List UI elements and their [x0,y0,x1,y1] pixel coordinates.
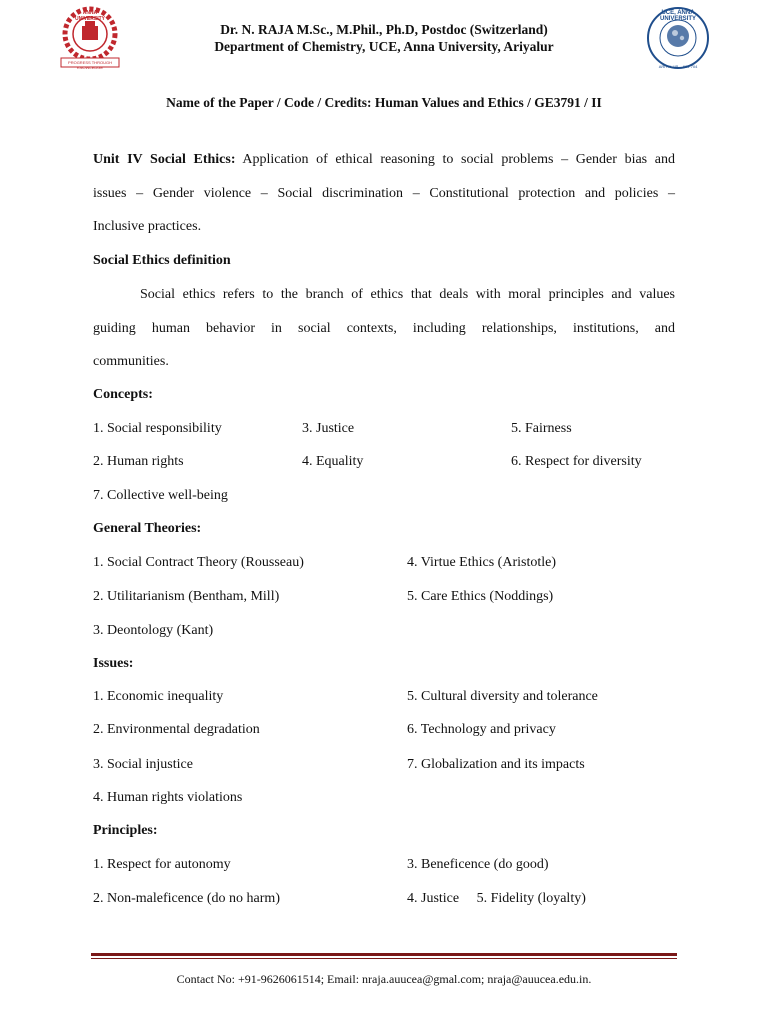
definition-line-1: Social ethics refers to the branch of ethics that deals with moral principles and values [140,287,675,302]
footer-rule-thick [91,953,677,956]
header-department: Department of Chemistry, UCE, Anna University, Ariyalur [214,39,554,54]
right-logo-sub: ARIYALUR – 621 704 [658,64,698,69]
issue-item: 6. Technology and privacy [407,722,556,737]
concept-item: 3. Justice [302,421,355,436]
theory-item: 2. Utilitarianism (Bentham, Mill) [93,589,280,604]
concept-item: 6. Respect for diversity [511,454,642,469]
issues-heading: Issues: [93,656,134,671]
issue-item: 2. Environmental degradation [93,722,260,737]
theory-item: 1. Social Contract Theory (Rousseau) [93,555,304,570]
left-logo [55,6,125,70]
left-logo-motto: PROGRESS THROUGH KNOWLEDGE [68,60,112,70]
footer-rule-thin [91,958,677,959]
theory-item: 5. Care Ethics (Noddings) [407,589,554,604]
issue-item: 3. Social injustice [93,757,193,772]
principle-item: 1. Respect for autonomy [93,857,231,872]
unit-line-3: Inclusive practices. [93,219,202,234]
theory-item: 3. Deontology (Kant) [93,623,214,638]
issue-item: 1. Economic inequality [93,689,224,704]
concept-item: 4. Equality [302,454,364,469]
header-author: Dr. N. RAJA M.Sc., M.Phil., Ph.D, Postdoc (Switzerland) [220,22,548,37]
concept-item: 2. Human rights [93,454,184,469]
principles-heading: Principles: [93,823,158,838]
definition-line-3: communities. [93,354,169,369]
principle-item: 4. Justice 5. Fidelity (loyalty) [407,891,586,906]
paper-title: Name of the Paper / Code / Credits: Human Values and Ethics / GE3791 / II [166,95,602,110]
concept-item: 1. Social responsibility [93,421,222,436]
concept-item: 5. Fairness [511,421,572,436]
issue-item: 5. Cultural diversity and tolerance [407,689,598,704]
right-logo-text: UCE, ANNA UNIVERSITY [659,10,696,22]
definition-heading: Social Ethics definition [93,253,231,268]
unit-paragraph [93,143,675,244]
footer-contact: Contact No: +91-9626061514; Email: nraja.auucea@gmal.com; nraja@auucea.edu.in. [176,972,592,986]
concept-item: 7. Collective well-being [93,488,228,503]
theories-heading: General Theories: [93,521,202,536]
unit-label: Unit IV Social Ethics: [93,152,236,167]
definition-line-2: guiding human behavior in social contexts, including relationships, institutions, and [93,320,675,336]
concepts-heading: Concepts: [93,387,153,402]
unit-line-2: issues – Gender violence – Social discrimination – Constitutional protection and policies – [93,185,675,201]
theory-item: 4. Virtue Ethics (Aristotle) [407,555,556,570]
issue-item: 7. Globalization and its impacts [407,757,585,772]
principle-item: 2. Non-maleficence (do no harm) [93,891,280,906]
unit-line-1: Application of ethical reasoning to social problems – Gender bias and [242,152,675,167]
left-logo-text: ANNA UNIVERSITY [74,10,105,22]
issue-item: 4. Human rights violations [93,790,243,805]
definition-paragraph [93,278,675,379]
principle-item: 3. Beneficence (do good) [407,857,549,872]
